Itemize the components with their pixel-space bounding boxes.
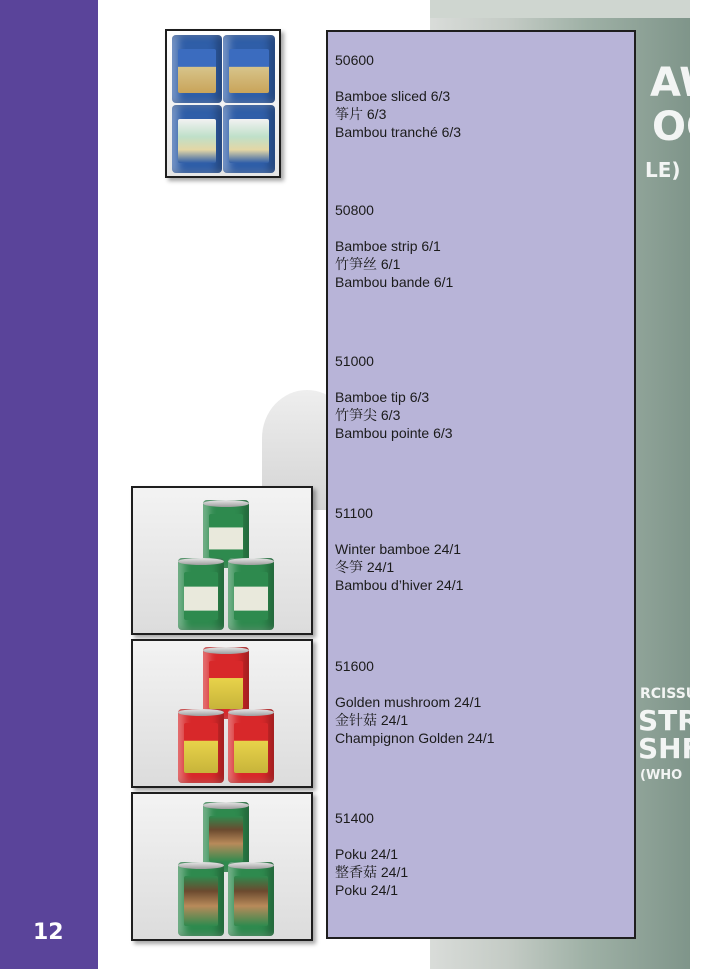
product-name-fr: Bambou tranché 6/3 (335, 124, 462, 140)
page-number: 12 (33, 920, 64, 945)
product-list-panel (326, 30, 636, 939)
background-text: AW (650, 60, 723, 106)
product-code: 50600 (335, 52, 374, 68)
product-code: 51000 (335, 353, 374, 369)
poku-can-photo (131, 792, 313, 941)
product-code: 51400 (335, 810, 374, 826)
product-name-en: Winter bamboe 24/1 (335, 541, 462, 557)
product-entry (335, 201, 631, 291)
product-name-zh: 竹笋丝 6/1 (335, 256, 401, 272)
product-entry (335, 809, 631, 899)
product-name-zh: 筝片 6/3 (335, 106, 387, 122)
background-text: STR (638, 704, 699, 737)
product-code: 51600 (335, 658, 374, 674)
product-name-en: Bamboe sliced 6/3 (335, 88, 451, 104)
product-name-fr: Bambou bande 6/1 (335, 274, 454, 290)
background-text: RCISSU (640, 686, 698, 702)
product-name-en: Poku 24/1 (335, 846, 399, 862)
product-entry (335, 657, 631, 747)
background-text: SHF (638, 732, 701, 765)
background-text: LE) (645, 158, 681, 182)
winter-bamboo-can-photo (131, 486, 313, 635)
background-text: (WHO (640, 768, 683, 783)
product-entry (335, 504, 631, 594)
product-name-fr: Champignon Golden 24/1 (335, 730, 495, 746)
product-entry (335, 51, 631, 141)
product-name-fr: Poku 24/1 (335, 882, 399, 898)
bamboo-sliced-can-photo (165, 29, 281, 178)
product-code: 50800 (335, 202, 374, 218)
sidebar (0, 0, 98, 969)
product-name-fr: Bambou pointe 6/3 (335, 425, 453, 441)
product-name-fr: Bambou d’hiver 24/1 (335, 577, 464, 593)
product-code: 51100 (335, 505, 373, 521)
product-name-zh: 竹笋尖 6/3 (335, 407, 401, 423)
background-text: OC (652, 104, 716, 150)
product-name-zh: 金针菇 24/1 (335, 712, 409, 728)
product-name-zh: 整香菇 24/1 (335, 864, 409, 880)
product-entry (335, 352, 631, 442)
golden-mushroom-can-photo (131, 639, 313, 788)
product-name-en: Golden mushroom 24/1 (335, 694, 482, 710)
product-name-en: Bamboe tip 6/3 (335, 389, 430, 405)
product-name-zh: 冬笋 24/1 (335, 559, 395, 575)
product-name-en: Bamboe strip 6/1 (335, 238, 441, 254)
